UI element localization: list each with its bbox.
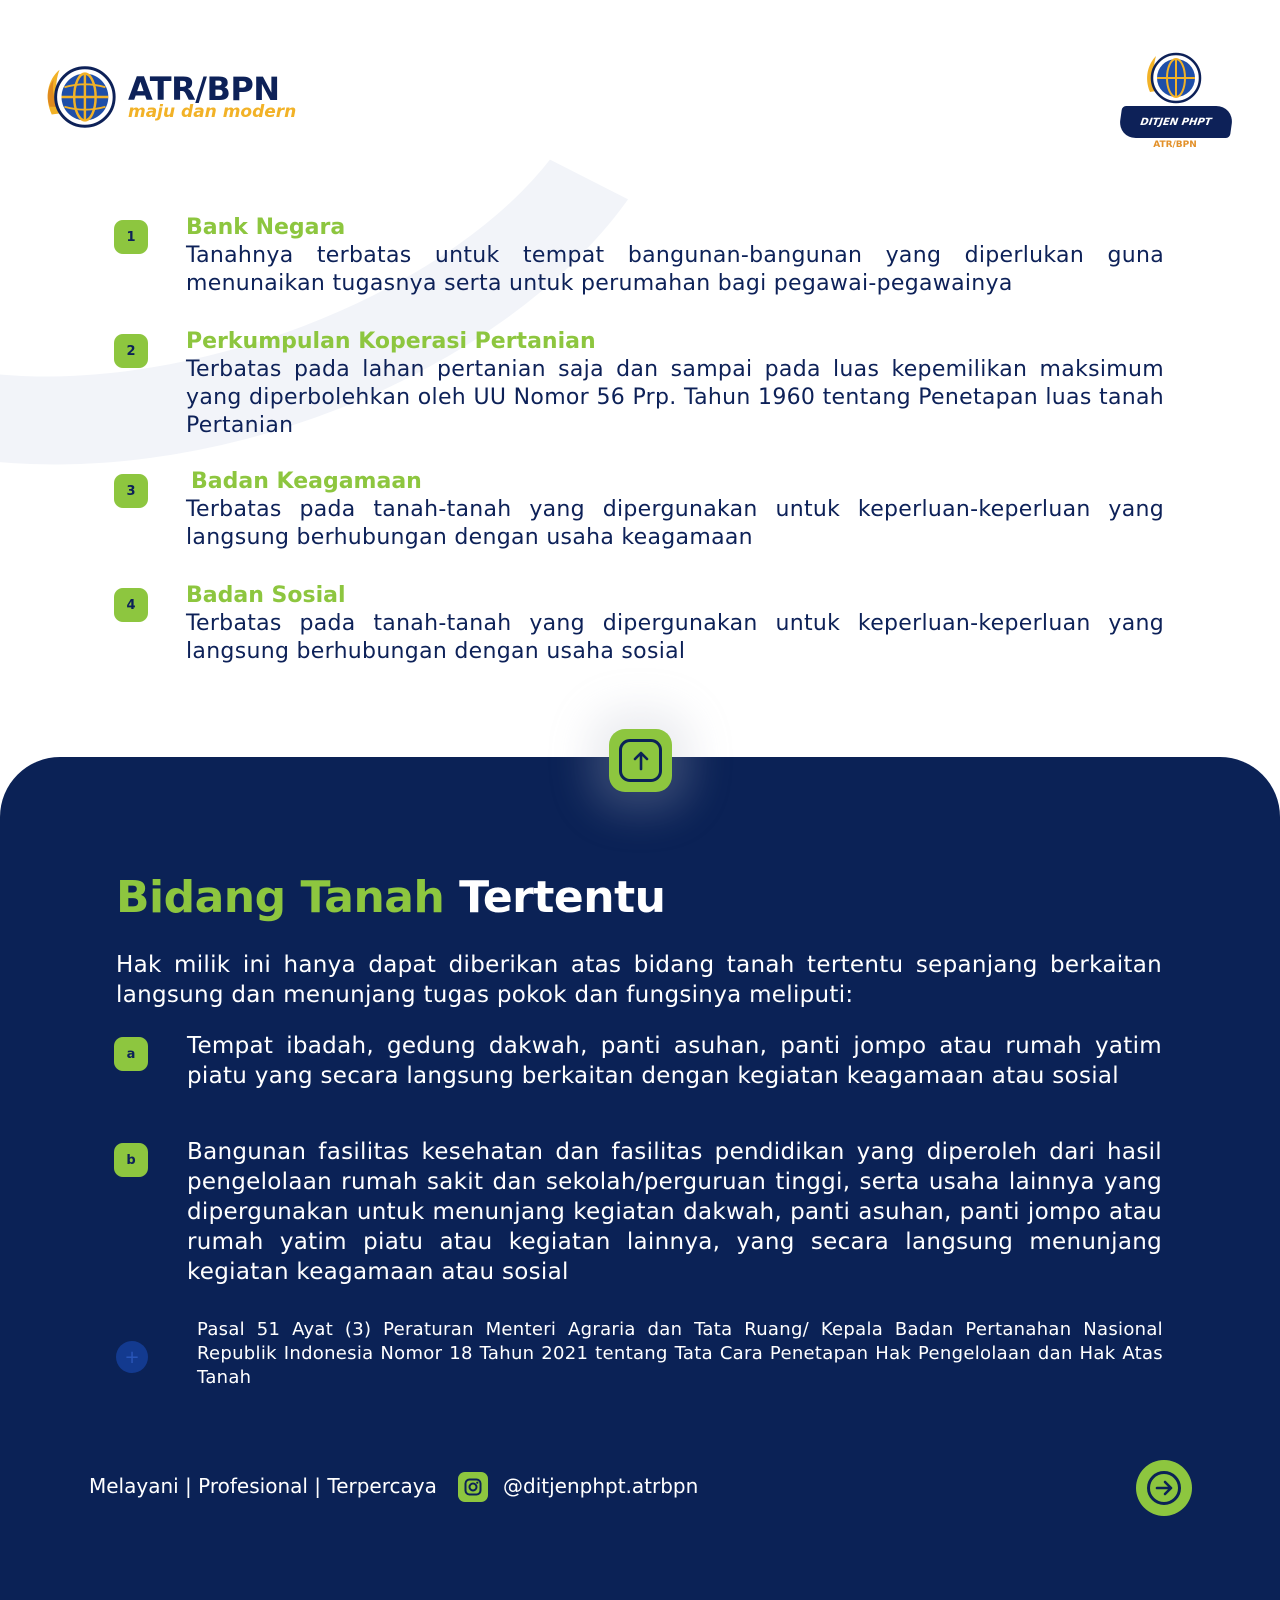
arrow-up-icon — [631, 750, 651, 772]
item-description: Terbatas pada lahan pertanian saja dan sampai pada luas kepemilikan maksimum yang diperbolehkan oleh UU Nomor 56 Prp. Tahun 1960 tentang Penetapan luas tanah Pertanian — [186, 357, 1164, 438]
ditjen-phpt-logo — [1116, 46, 1234, 156]
list-item — [114, 468, 1164, 582]
item-title: Badan Sosial — [186, 583, 346, 608]
list-item-text: Tempat ibadah, gedung dakwah, panti asuhan, panti jompo atau rumah yatim piatu yang secara langsung berkaitan dengan kegiatan keagamaan atau sosial — [187, 1033, 1162, 1089]
number-badge: 4 — [114, 588, 148, 622]
item-description: Tanahnya terbatas untuk tempat bangunan-bangunan yang diperlukan guna menunaikan tugasnya serta untuk perumahan bagi pegawai-pegawainya — [186, 243, 1164, 296]
instagram-icon[interactable] — [458, 1472, 488, 1502]
next-page-button[interactable] — [1136, 1460, 1192, 1516]
ditjen-sub-label: ATR/BPN — [1153, 140, 1197, 150]
item-title: Badan Keagamaan — [191, 469, 422, 494]
footer-tagline: Melayani | Profesional | Terpercaya — [89, 1474, 437, 1498]
item-title: Bank Negara — [186, 215, 346, 240]
land-type-list — [114, 1031, 1162, 1297]
ditjen-label: DITJEN PHPT — [1139, 116, 1213, 128]
scroll-up-button[interactable] — [609, 729, 672, 792]
letter-badge: b — [114, 1143, 148, 1177]
item-title: Perkumpulan Koperasi Pertanian — [186, 329, 596, 354]
number-badge: 2 — [114, 334, 148, 368]
instagram-glyph-icon — [464, 1478, 482, 1496]
list-item — [114, 582, 1164, 672]
ditjen-ribbon — [1118, 106, 1234, 138]
legal-reference: Pasal 51 Ayat (3) Peraturan Menteri Agraria dan Tata Ruang/ Kepala Badan Pertanahan Nasional Republik Indonesia Nomor 18 Tahun 2021 tentang Tata Cara Penetapan Hak Pengelolaan dan Hak Atas Tanah — [197, 1319, 1163, 1388]
section-title-plain: Tertentu — [459, 872, 666, 923]
letter-badge: a — [114, 1037, 148, 1071]
list-item — [114, 1031, 1162, 1137]
brand-tagline: maju dan modern — [128, 102, 297, 122]
instagram-handle[interactable]: @ditjenphpt.atrbpn — [503, 1474, 699, 1498]
institution-list — [114, 214, 1164, 672]
item-description: Terbatas pada tanah-tanah yang dipergunakan untuk keperluan-keperluan yang langsung berhubungan dengan usaha sosial — [186, 611, 1164, 664]
section-title — [116, 870, 665, 926]
item-description: Terbatas pada tanah-tanah yang dipergunakan untuk keperluan-keperluan yang langsung berhubungan dengan usaha keagamaan — [186, 497, 1164, 550]
number-badge: 1 — [114, 220, 148, 254]
section-title-accent: Bidang Tanah — [116, 872, 445, 923]
arrow-right-icon — [1154, 1479, 1174, 1497]
section-intro: Hak milik ini hanya dapat diberikan atas bidang tanah tertentu sepanjang berkaitan langsung dan menunjang tugas pokok dan fungsinya meliputi: — [116, 952, 1162, 1008]
globe-emblem-icon — [42, 58, 120, 136]
list-item — [114, 1137, 1162, 1297]
list-item-text: Bangunan fasilitas kesehatan dan fasilitas pendidikan yang diperoleh dari hasil pengelolaan rumah sakit dan sekolah/perguruan tinggi, serta usaha lainnya yang dipergunakan untuk menunjang kegiatan dakwah, panti asuhan, panti jompo atau rumah yatim piatu atau kegiatan lainnya, yang secara langsung menunjang kegiatan keagamaan atau sosial — [187, 1139, 1162, 1285]
brand-name: ATR/BPN — [128, 70, 280, 108]
globe-emblem-icon — [1142, 46, 1206, 110]
number-badge: 3 — [114, 474, 148, 508]
list-item — [114, 328, 1164, 468]
list-item — [114, 214, 1164, 328]
atr-bpn-logo — [42, 58, 296, 136]
reference-icon: + — [116, 1341, 148, 1373]
